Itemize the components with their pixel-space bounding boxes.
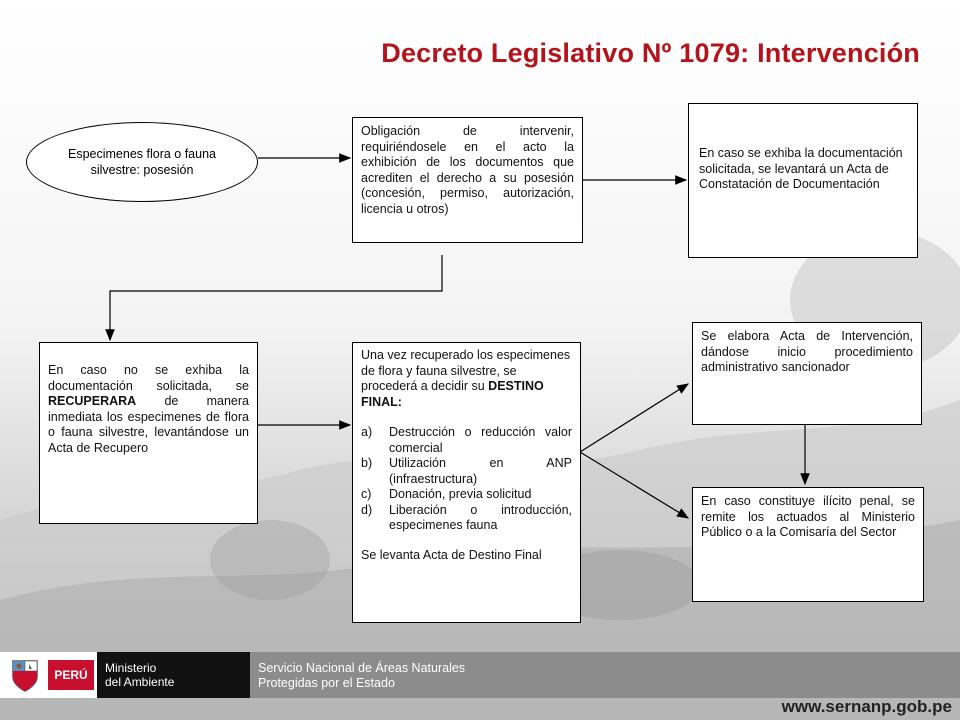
service-line1: Servicio Nacional de Áreas Naturales (258, 661, 466, 675)
node-recovered (352, 342, 581, 623)
list-item (361, 503, 572, 534)
footer-logo-area (0, 652, 250, 698)
node-intervention (692, 322, 922, 425)
node-not-exhibited-bold: RECUPERARA (48, 394, 137, 408)
list-marker: b) (361, 456, 373, 470)
list-item (361, 487, 572, 503)
node-not-exhibited-text-post: de manera inmediata los especimenes de flora o fauna silvestre, levantándose un Acta de Recupero (48, 394, 249, 455)
list-marker: a) (361, 425, 373, 439)
peru-coat-of-arms-icon (5, 655, 45, 695)
node-recovered-intro-first: Una vez recuperado los especimenes de flora y fauna silvestre, se procederá a decidir su (361, 348, 571, 393)
ministry-line2: del Ambiente (105, 675, 175, 689)
service-line2: Protegidas por el Estado (258, 676, 395, 690)
list-text: Donación, previa solicitud (389, 487, 532, 501)
ministry-line1: Ministerio (105, 661, 157, 675)
node-penal-text: En caso constituye ilícito penal, se remite los actuados al Ministerio Público o a la Comisaría del Sector (701, 494, 915, 539)
list-item (361, 425, 572, 456)
node-intervention-text: Se elabora Acta de Intervención, dándose inicio procedimiento administrativo sancionador (701, 329, 913, 374)
list-text: Liberación o introducción, especimenes fauna (389, 502, 572, 532)
list-text: Destrucción o reducción valor comercial (389, 425, 572, 455)
peru-badge: PERÚ (48, 660, 94, 690)
service-label (250, 652, 960, 698)
node-exhibited (688, 103, 918, 258)
node-obligation (352, 117, 583, 243)
list-marker: d) (361, 502, 373, 517)
destination-list (361, 425, 572, 534)
list-text: Utilización en ANP (infraestructura) (389, 456, 572, 486)
node-not-exhibited-text-pre: En caso no se exhiba la documentación solicitada, se (48, 363, 249, 393)
page-title: Decreto Legislativo Nº 1079: Intervención (381, 38, 920, 68)
node-start-text: Especimenes flora o fauna silvestre: posesión (67, 147, 216, 177)
list-item (361, 456, 572, 487)
node-recovered-intro (361, 348, 572, 410)
node-not-exhibited (39, 342, 258, 524)
footer-bar (0, 652, 960, 698)
node-penal (692, 487, 924, 602)
node-recovered-destino: DESTINO FINAL: (361, 379, 544, 409)
node-obligation-text: Obligación de intervenir, requiriéndosele en el acto la exhibición de los documentos que acrediten el derecho a su posesión (concesión, permiso, autorización, licencia u otros) (361, 124, 574, 216)
website-url: www.sernanp.gob.pe (781, 697, 952, 716)
node-recovered-footer: Se levanta Acta de Destino Final (361, 547, 542, 562)
list-marker: c) (361, 487, 372, 501)
node-start-possession (26, 122, 258, 202)
ministry-label (97, 652, 250, 698)
node-exhibited-text: En caso se exhiba la documentación solicitada, se levantará un Acta de Constatación de Documentación (699, 146, 903, 191)
